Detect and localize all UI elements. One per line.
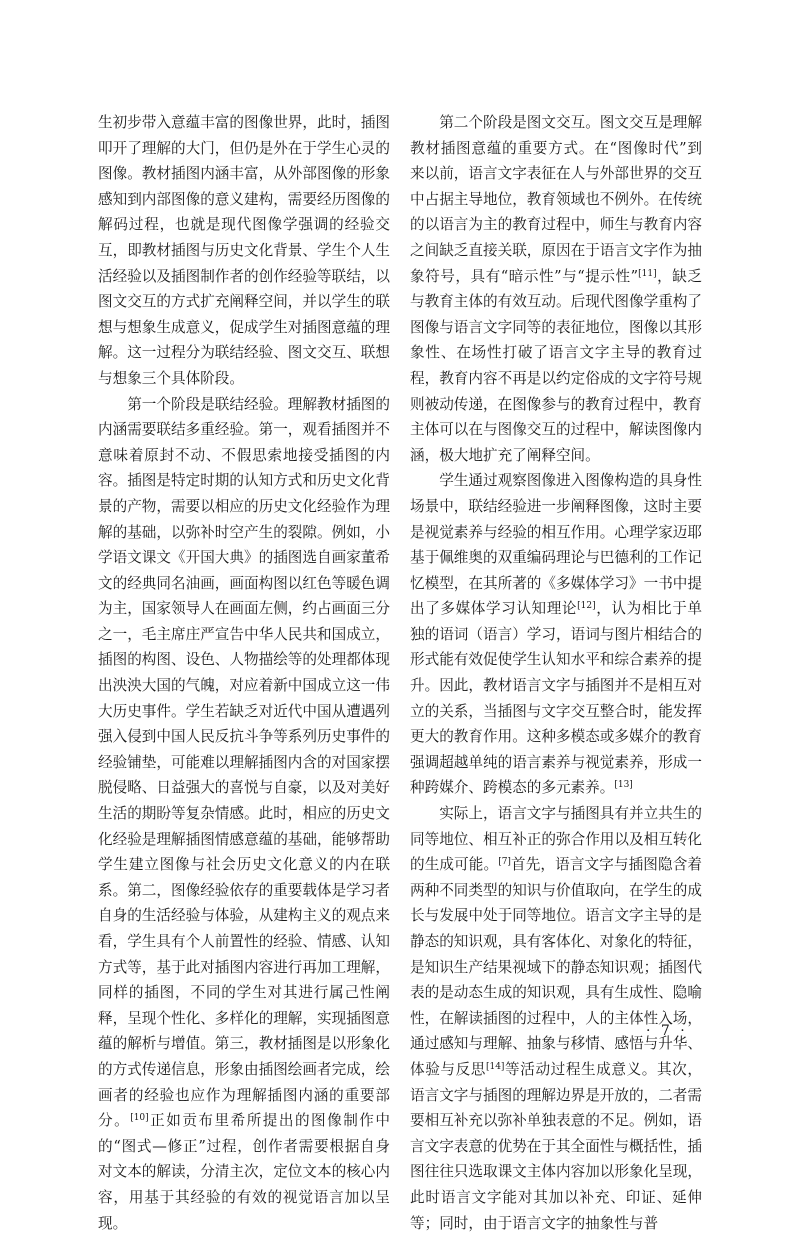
- left-column: [98, 110, 390, 1236]
- citation-reference: [11]: [638, 268, 657, 279]
- body-paragraph: [98, 392, 390, 1236]
- citation-reference: [12]: [577, 601, 596, 612]
- paragraph-text: 学生通过观察图像进入图像构造的具身性场景中，联结经验进一步阐释图像，这时主要是视觉素养与经验的相互作用。心理学家迈耶基于佩维奥的双重编码理论与巴德利的工作记忆模型，在其所著的《多媒体学习》一书中提出了多媒体学习认知理论: [410, 472, 702, 618]
- citation-reference: [13]: [614, 780, 633, 791]
- paragraph-text: ，缺乏与教育主体的有效互动。后现代图像学重构了图像与语言文字同等的表征地位，图像以其形象性、在场性打破了语言文字主导的教育过程，教育内容不再是以约定俗成的文字符号规则被动传递，在图像参与的教育过程中，教育主体可以在与图像交互的过程中，解读图像内涵，极大地扩充了阐释空间。: [410, 267, 702, 464]
- paragraph-text: 首先，语言文字与插图隐含着两种不同类型的知识与价值取向，在学生的成长与发展中处于同等地位。语言文字主导的是静态的知识观，具有客体化、对象化的特征，是知识生产结果视域下的静态知识观；插图代表的是动态生成的知识观，具有生成性、隐喻性，在解读插图的过程中，人的主体性入场，通过感知与理解、抽象与移情、感悟与升华、体验与反思: [410, 856, 702, 1078]
- right-column: [410, 110, 702, 1236]
- body-paragraph: [98, 110, 390, 392]
- citation-reference: [14]: [485, 1061, 505, 1072]
- page-number: · 7 ·: [646, 1023, 688, 1039]
- citation-reference: [7]: [498, 857, 511, 868]
- paragraph-text: 第一个阶段是联结经验。理解教材插图的内涵需要联结多重经验。第一，观看插图并不意味着原封不动、不假思索地接受插图的内容。插图是特定时期的认知方式和历史文化背景的产物，需要以相应的历史文化经验作为理解的基础，以弥补时空产生的裂隙。例如，小学语文课文《开国大典》的插图选自画家董希文的经典同名油画，画面构图以红色等暖色调为主，国家领导人在画面左侧，约占画面三分之一，毛主席庄严宣告中华人民共和国成立，插图的构图、设色、人物描绘等的处理都体现出泱泱大国的气魄，对应着新中国成立这一伟大历史事件。学生若缺乏对近代中国从遭遇列强入侵到中国人民反抗斗争等系列历史事件的经验铺垫，可能难以理解插图内含的对国家摆脱侵略、日益强大的喜悦与自豪，以及对美好生活的期盼等复杂情感。此时，相应的历史文化经验是理解插图情感意蕴的基础，能够帮助学生建立图像与社会历史文化意义的内在联系。第二，图像经验依存的重要载体是学习者自身的生活经验与体验，从建构主义的观点来看，学生具有个人前置性的经验、情感、认知方式等，基于此对插图内容进行再加工理解，同样的插图，不同的学生对其进行属己性阐释，呈现个性化、多样化的理解，实现插图意蕴的解析与增值。第三，教材插图是以形象化的方式传递信息，形象由插图绘画者完成，绘画者的经验也应作为理解插图内涵的重要部分。: [98, 395, 390, 1130]
- body-paragraph: [410, 468, 702, 801]
- citation-reference: [10]: [130, 1113, 149, 1124]
- body-paragraph: [410, 110, 702, 468]
- paragraph-text: 正如贡布里希所提出的图像制作中的“图式—修正”过程，创作者需要根据自身对文本的解读，分清主次，定位文本的核心内容，用基于其经验的有效的视觉语言加以呈现。: [98, 1112, 390, 1232]
- paragraph-text: 第二个阶段是图文交互。图文交互是理解教材插图意蕴的重要方式。在“图像时代”到来以前，语言文字表征在人与外部世界的交互中占据主导地位，教育领域也不例外。在传统的以语言为主的教育过程中，师生与教育内容之间缺乏直接关联，原因在于语言文字作为抽象符号，具有“暗示性”与“提示性”: [410, 114, 702, 285]
- paragraph-text: 实际上，语言文字与插图具有并立共生的同等地位、相互补正的弥合作用以及相互转化的生成可能。: [410, 805, 702, 874]
- body-paragraph: [410, 801, 702, 1236]
- paragraph-text: 等活动过程生成意义。其次，语言文字与插图的理解边界是开放的，二者需要相互补充以弥补单独表意的不足。例如，语言文字表意的优势在于其全面性与概括性，插图往往只选取课文主体内容加以形象化呈现，此时语言文字能对其加以补充、印证、延伸等；同时，由于语言文字的抽象性与普: [410, 1060, 702, 1232]
- paragraph-text: 生初步带入意蕴丰富的图像世界，此时，插图叩开了理解的大门，但仍是外在于学生心灵的图像。教材插图内涵丰富，从外部图像的形象感知到内部图像的意义建构，需要经历图像的解码过程，也就是现代图像学强调的经验交互，即教材插图与历史文化背景、学生个人生活经验以及插图制作者的创作经验等联结，以图文交互的方式扩充阐释空间，并以学生的联想与想象生成意义，促成学生对插图意蕴的理解。这一过程分为联结经验、图文交互、联想与想象三个具体阶段。: [98, 114, 390, 387]
- paragraph-text: ，认为相比于单独的语词（语言）学习，语词与图片相结合的形式能有效促使学生认知水平和综合素养的提升。因此，教材语言文字与插图并不是相互对立的关系，当插图与文字交互整合时，能发挥更大的教育作用。这种多模态或多媒介的教育强调超越单纯的语言素养与视觉素养，形成一种跨媒介、跨模态的多元素养。: [410, 600, 702, 797]
